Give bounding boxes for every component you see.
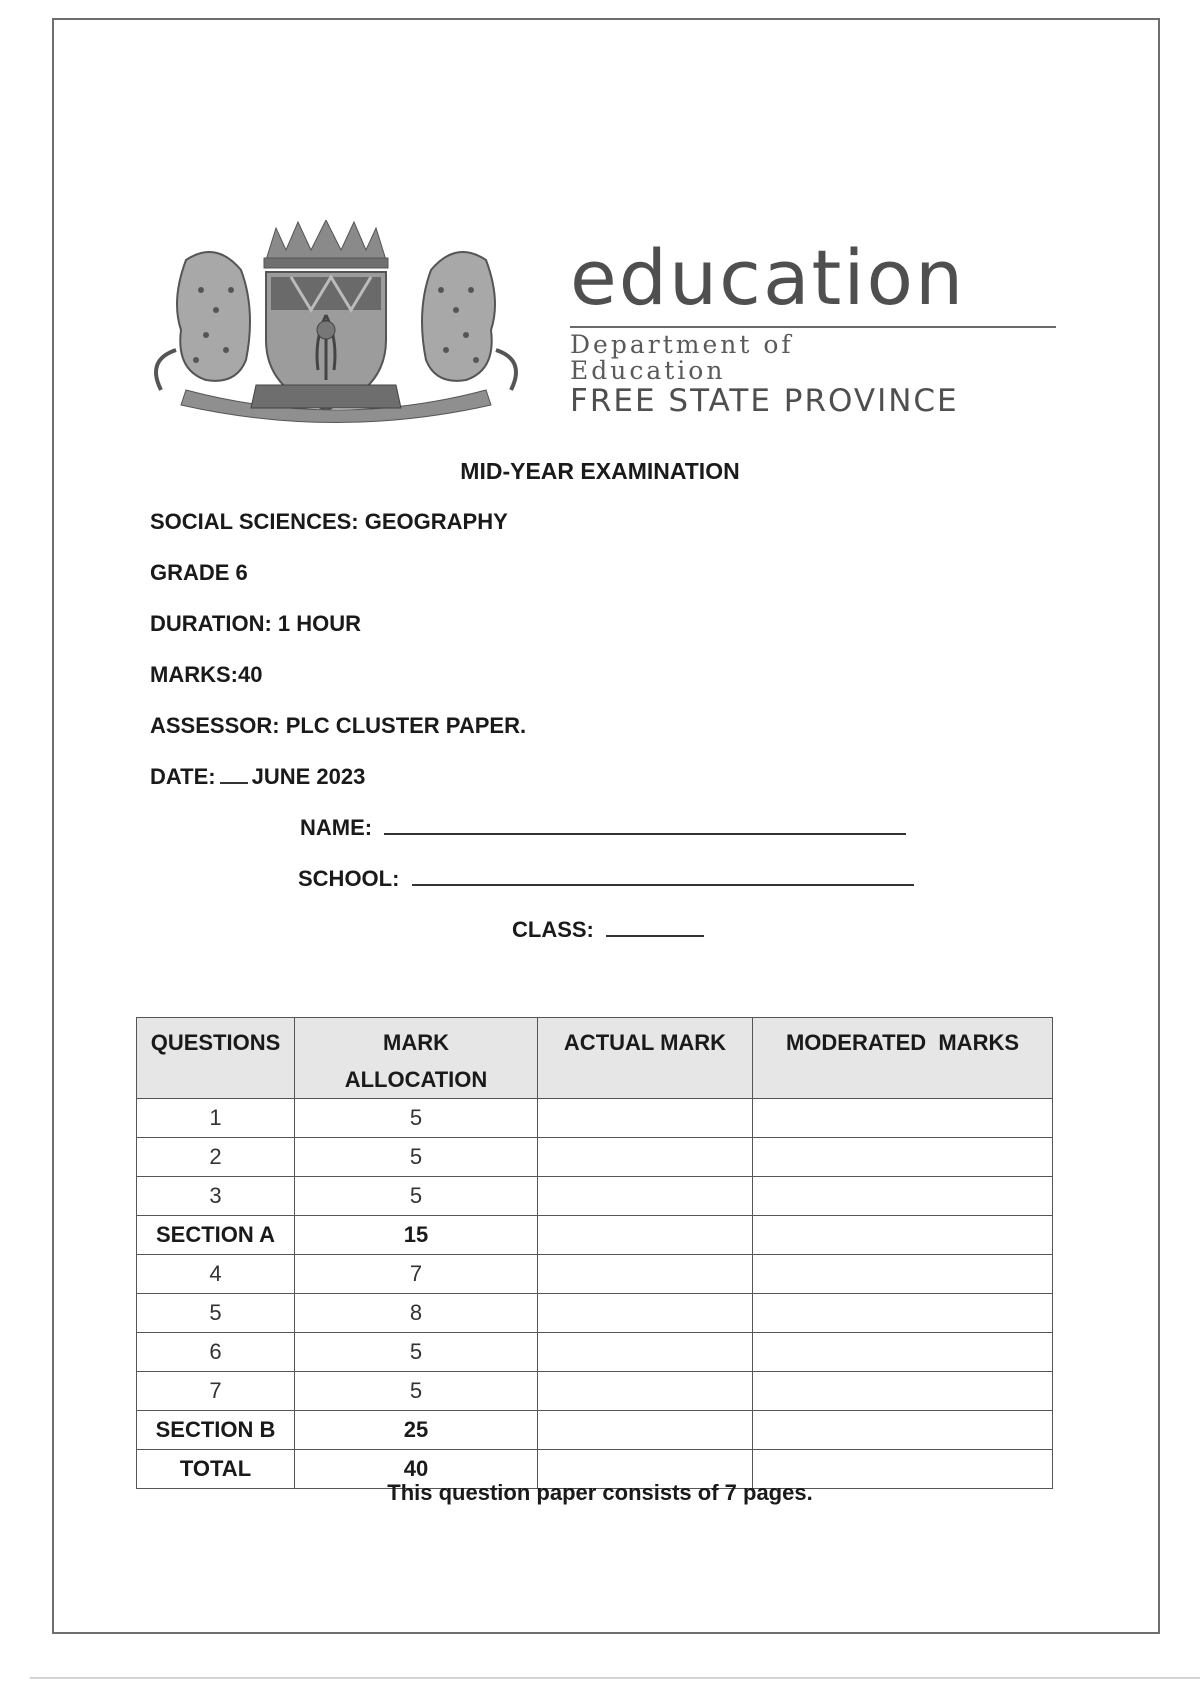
header-moderated-marks: MODERATED MARKS xyxy=(753,1018,1053,1099)
name-field xyxy=(300,815,906,841)
moderated-mark-cell[interactable] xyxy=(753,1216,1053,1255)
exam-title: MID-YEAR EXAMINATION xyxy=(460,458,740,484)
moderated-mark-cell[interactable] xyxy=(753,1372,1053,1411)
section-label-cell: SECTION B xyxy=(137,1411,295,1450)
class-label: CLASS: xyxy=(512,917,594,942)
header-mark-allocation-text: MARK ALLOCATION xyxy=(344,1030,488,1092)
assessor-line: ASSESSOR: PLC CLUSTER PAPER. xyxy=(150,713,527,738)
table-header-row xyxy=(137,1018,1053,1099)
actual-mark-cell[interactable] xyxy=(538,1138,753,1177)
date-day-blank[interactable] xyxy=(220,782,248,784)
allocation-cell: 5 xyxy=(295,1372,538,1411)
school-label: SCHOOL: xyxy=(298,866,400,891)
total-label-cell: TOTAL xyxy=(137,1450,295,1489)
header-questions: QUESTIONS xyxy=(137,1018,295,1099)
page-count-note: This question paper consists of 7 pages. xyxy=(387,1480,813,1505)
class-blank[interactable] xyxy=(606,935,704,937)
scan-bottom-rule xyxy=(30,1677,1200,1679)
moderated-mark-cell[interactable] xyxy=(753,1333,1053,1372)
table-row xyxy=(137,1255,1053,1294)
section-label-cell: SECTION A xyxy=(137,1216,295,1255)
table-row xyxy=(137,1333,1053,1372)
question-cell: 2 xyxy=(137,1138,295,1177)
actual-mark-cell[interactable] xyxy=(538,1411,753,1450)
class-field xyxy=(512,917,704,943)
actual-mark-cell[interactable] xyxy=(538,1372,753,1411)
moderated-mark-cell[interactable] xyxy=(753,1411,1053,1450)
question-cell: 1 xyxy=(137,1099,295,1138)
question-cell: 6 xyxy=(137,1333,295,1372)
allocation-cell: 7 xyxy=(295,1255,538,1294)
moderated-mark-cell[interactable] xyxy=(753,1255,1053,1294)
marks-table xyxy=(136,1017,1053,1489)
allocation-cell: 40 xyxy=(295,1450,538,1489)
moderated-mark-cell[interactable] xyxy=(753,1138,1053,1177)
question-cell: 5 xyxy=(137,1294,295,1333)
question-cell: 3 xyxy=(137,1177,295,1216)
actual-mark-cell[interactable] xyxy=(538,1255,753,1294)
marks-line: MARKS:40 xyxy=(150,662,263,687)
table-row-subtotal xyxy=(137,1411,1053,1450)
department-line-1: Department of xyxy=(570,330,794,359)
moderated-mark-cell[interactable] xyxy=(753,1177,1053,1216)
table-row xyxy=(137,1372,1053,1411)
school-blank[interactable] xyxy=(412,884,914,886)
table-row xyxy=(137,1294,1053,1333)
wordmark-divider xyxy=(570,326,1056,328)
free-state-coat-of-arms-logo xyxy=(146,220,526,425)
allocation-cell: 5 xyxy=(295,1177,538,1216)
allocation-cell: 15 xyxy=(295,1216,538,1255)
duration-line: DURATION: 1 HOUR xyxy=(150,611,362,636)
table-row xyxy=(137,1177,1053,1216)
date-month-year: JUNE 2023 xyxy=(251,764,366,789)
table-row xyxy=(137,1138,1053,1177)
allocation-cell: 5 xyxy=(295,1138,538,1177)
name-blank[interactable] xyxy=(384,833,906,835)
actual-mark-cell[interactable] xyxy=(538,1177,753,1216)
name-label: NAME: xyxy=(300,815,373,840)
moderated-mark-cell[interactable] xyxy=(753,1099,1053,1138)
header-mark-allocation xyxy=(295,1018,538,1099)
question-cell: 4 xyxy=(137,1255,295,1294)
allocation-cell: 5 xyxy=(295,1333,538,1372)
moderated-mark-cell[interactable] xyxy=(753,1294,1053,1333)
actual-mark-cell[interactable] xyxy=(538,1099,753,1138)
department-line-2: Education xyxy=(570,356,726,385)
table-row xyxy=(137,1099,1053,1138)
question-cell: 7 xyxy=(137,1372,295,1411)
education-wordmark xyxy=(570,233,1060,419)
allocation-cell: 25 xyxy=(295,1411,538,1450)
actual-mark-cell[interactable] xyxy=(538,1216,753,1255)
header-actual-mark: ACTUAL MARK xyxy=(538,1018,753,1099)
actual-mark-cell[interactable] xyxy=(538,1294,753,1333)
table-row-subtotal xyxy=(137,1216,1053,1255)
date-label: DATE: xyxy=(150,764,216,789)
subject-line: SOCIAL SCIENCES: GEOGRAPHY xyxy=(150,509,508,534)
actual-mark-cell[interactable] xyxy=(538,1333,753,1372)
date-line xyxy=(150,764,365,790)
wordmark-title: education xyxy=(570,233,966,322)
allocation-cell: 5 xyxy=(295,1099,538,1138)
grade-line: GRADE 6 xyxy=(150,560,248,585)
school-field xyxy=(298,866,914,892)
allocation-cell: 8 xyxy=(295,1294,538,1333)
province-name: FREE STATE PROVINCE xyxy=(570,383,959,419)
